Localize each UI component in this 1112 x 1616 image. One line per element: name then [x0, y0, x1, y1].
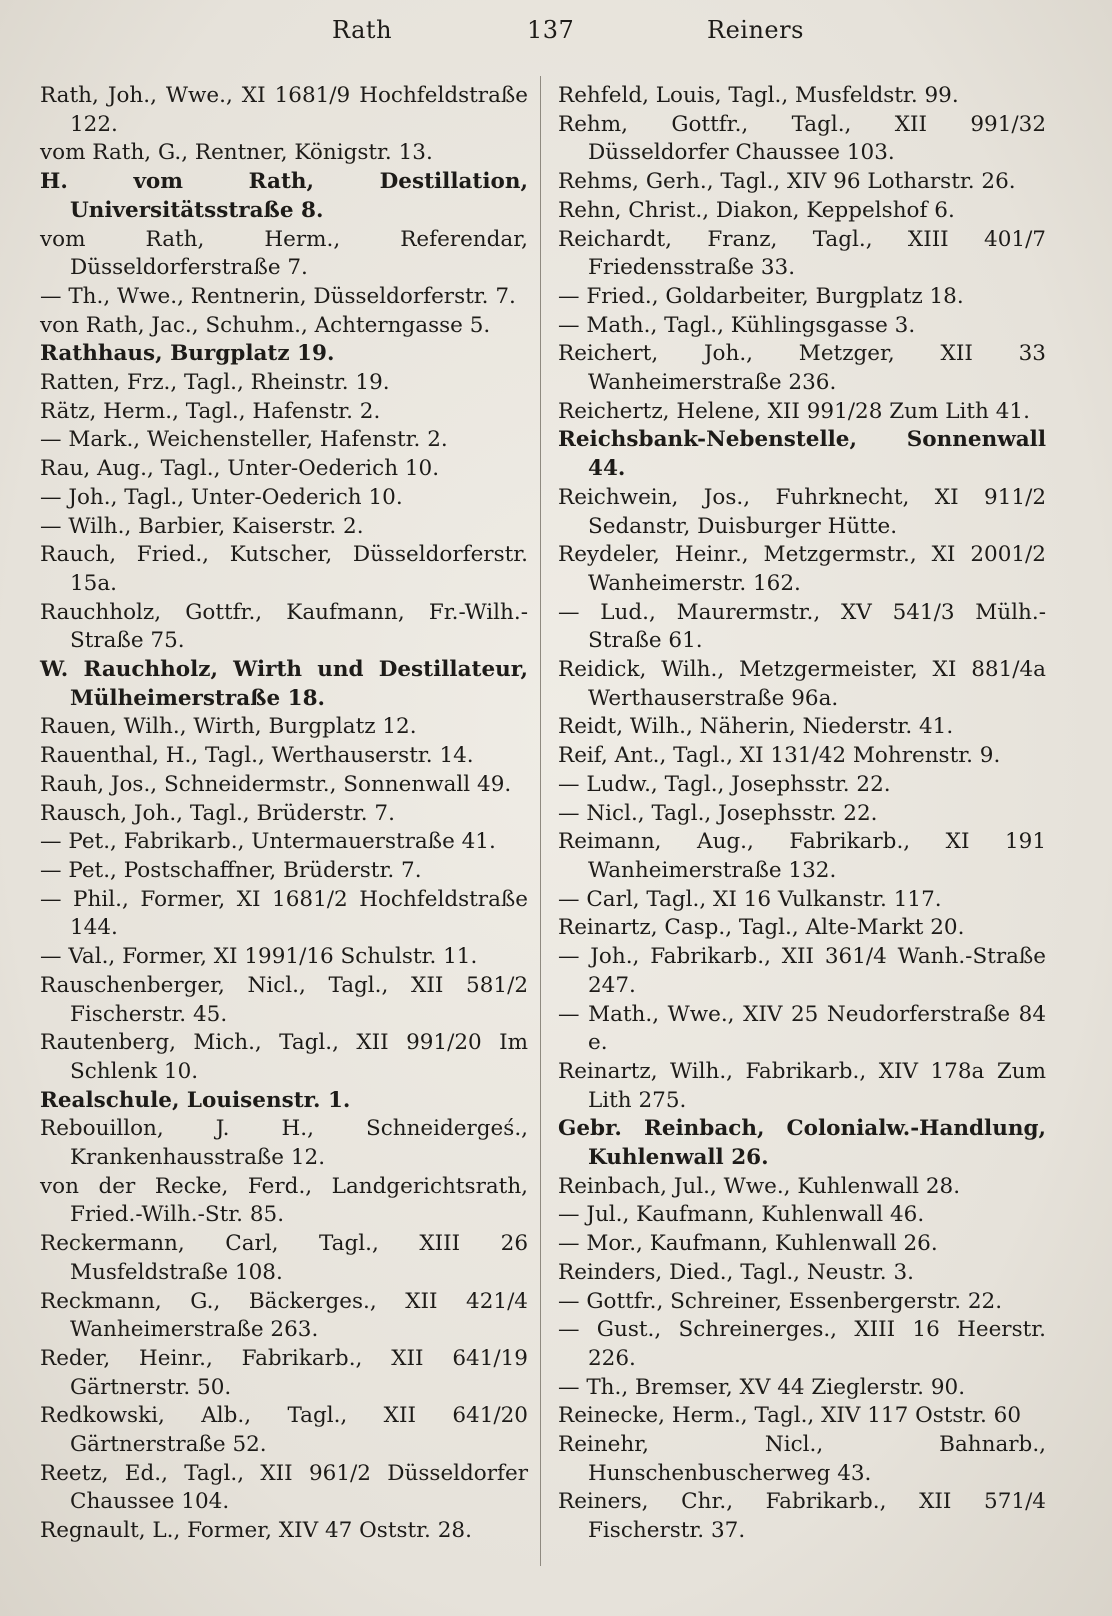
directory-entry: W. Rauchholz, Wirth und Destillateur, Mülheimerstraße 18.	[40, 657, 528, 711]
directory-entry: Reinehr, Nicl., Bahnarb., Hunschenbuscherweg 43.	[558, 1432, 1046, 1486]
directory-entry: Reinders, Died., Tagl., Neustr. 3.	[558, 1259, 914, 1285]
directory-entry: Reimann, Aug., Fabrikarb., XI 191 Wanheimerstraße 132.	[558, 829, 1046, 883]
directory-entry: Rehn, Christ., Diakon, Keppelshof 6.	[558, 197, 955, 223]
header-left-keyword: Rath	[332, 16, 393, 44]
directory-entry: Regnault, L., Former, XIV 47 Oststr. 28.	[40, 1518, 472, 1544]
directory-entry: Gebr. Reinbach, Colonialw.-Handlung, Kuhlenwall 26.	[558, 1116, 1046, 1171]
directory-entry: Reetz, Ed., Tagl., XII 961/2 Düsseldorfer Chaussee 104.	[40, 1460, 528, 1515]
directory-entry: Reinbach, Jul., Wwe., Kuhlenwall 28.	[558, 1173, 961, 1199]
directory-entry: Rehms, Gerh., Tagl., XIV 96 Lotharstr. 26.	[558, 169, 1016, 195]
directory-entry: Reckmann, G., Bäckerges., XII 421/4 Wanheimerstraße 263.	[40, 1288, 528, 1343]
directory-entry: — Gust., Schreinerges., XIII 16 Heerstr. 226.	[558, 1317, 1046, 1371]
directory-entry: Reidick, Wilh., Metzgermeister, XI 881/4a Werthauserstraße 96a.	[558, 657, 1046, 711]
directory-entry: H. vom Rath, Destillation, Universitätsstraße 8.	[40, 169, 528, 223]
directory-entry: Reder, Heinr., Fabrikarb., XII 641/19 Gärtnerstr. 50.	[40, 1345, 528, 1400]
directory-entry: Rätz, Herm., Tagl., Hafenstr. 2.	[40, 398, 381, 424]
directory-entry: Reichert, Joh., Metzger, XII 33 Wanheimerstraße 236.	[558, 341, 1046, 396]
directory-entry: Rehfeld, Louis, Tagl., Musfeldstr. 99.	[558, 83, 959, 108]
directory-entry: Reiners, Chr., Fabrikarb., XII 571/4 Fischerstr. 37.	[558, 1489, 1046, 1544]
directory-entry: — Phil., Former, XI 1681/2 Hochfeldstraße 144.	[40, 886, 528, 941]
directory-entry: — Ludw., Tagl., Josephsstr. 22.	[558, 771, 891, 797]
directory-entry: Reinartz, Casp., Tagl., Alte-Markt 20.	[558, 915, 965, 941]
directory-entry: vom Rath, Herm., Referendar, Düsseldorferstraße 7.	[40, 226, 528, 281]
directory-entry: — Pet., Fabrikarb., Untermauerstraße 41.	[40, 829, 496, 855]
directory-entry: Reichardt, Franz, Tagl., XIII 401/7 Friedensstraße 33.	[558, 226, 1046, 281]
directory-entry: — Wilh., Barbier, Kaiserstr. 2.	[40, 513, 364, 539]
directory-entry: — Math., Tagl., Kühlingsgasse 3.	[558, 312, 916, 338]
directory-entry: von Rath, Jac., Schuhm., Achterngasse 5.	[40, 312, 491, 338]
directory-entry: Realschule, Louisenstr. 1.	[40, 1087, 351, 1113]
directory-entry: Rauchholz, Gottfr., Kaufmann, Fr.-Wilh.-Straße 75.	[40, 599, 528, 654]
directory-entry: — Lud., Maurermstr., XV 541/3 Mülh.-Straße 61.	[558, 599, 1046, 654]
directory-entry: Rausch, Joh., Tagl., Brüderstr. 7.	[40, 800, 395, 826]
directory-entry: — Th., Bremser, XV 44 Zieglerstr. 90.	[558, 1374, 966, 1400]
directory-entry: — Joh., Tagl., Unter-Oederich 10.	[40, 484, 403, 510]
directory-entry: — Val., Former, XI 1991/16 Schulstr. 11.	[40, 944, 478, 970]
directory-entry: — Fried., Goldarbeiter, Burgplatz 18.	[558, 283, 964, 309]
page-header	[0, 16, 1112, 52]
directory-entry: Rauschenberger, Nicl., Tagl., XII 581/2 Fischerstr. 45.	[40, 972, 528, 1027]
left-column	[40, 82, 528, 1582]
directory-entry: — Th., Wwe., Rentnerin, Düsseldorferstr. 7.	[40, 283, 516, 309]
directory-entry: — Mor., Kaufmann, Kuhlenwall 26.	[558, 1231, 938, 1257]
directory-entry: Rebouillon, J. H., Schneidergeś., Krankenhausstraße 12.	[40, 1116, 528, 1171]
directory-entry: Rauch, Fried., Kutscher, Düsseldorferstr. 15a.	[40, 542, 528, 596]
directory-entry: — Pet., Postschaffner, Brüderstr. 7.	[40, 857, 422, 883]
column-divider	[540, 76, 541, 1566]
directory-entry: — Jul., Kaufmann, Kuhlenwall 46.	[558, 1202, 925, 1228]
directory-entry: Rauen, Wilh., Wirth, Burgplatz 12.	[40, 714, 417, 740]
directory-entry: Reidt, Wilh., Näherin, Niederstr. 41.	[558, 714, 954, 740]
page-number: 137	[527, 16, 575, 44]
directory-entry: Reinartz, Wilh., Fabrikarb., XIV 178a Zum Lith 275.	[558, 1058, 1046, 1113]
directory-entry: Reydeler, Heinr., Metzgermstr., XI 2001/2 Wanheimerstr. 162.	[558, 542, 1046, 596]
directory-entry: — Carl, Tagl., XI 16 Vulkanstr. 117.	[558, 886, 942, 912]
directory-entry: Reinecke, Herm., Tagl., XIV 117 Oststr. 60	[558, 1403, 1022, 1429]
header-right-keyword: Reiners	[707, 16, 804, 44]
directory-entry: Rauenthal, H., Tagl., Werthauserstr. 14.	[40, 743, 474, 769]
directory-entry: Ratten, Frz., Tagl., Rheinstr. 19.	[40, 370, 390, 396]
directory-entry: Rehm, Gottfr., Tagl., XII 991/32 Düsseldorfer Chaussee 103.	[558, 111, 1046, 166]
directory-entry: — Gottfr., Schreiner, Essenbergerstr. 22.	[558, 1288, 1003, 1314]
directory-entry: Reichwein, Jos., Fuhrknecht, XI 911/2 Sedanstr, Duisburger Hütte.	[558, 484, 1046, 539]
directory-entry: Rathhaus, Burgplatz 19.	[40, 341, 335, 367]
directory-entry: Reif, Ant., Tagl., XI 131/42 Mohrenstr. 9.	[558, 743, 1001, 769]
directory-entry: — Nicl., Tagl., Josephsstr. 22.	[558, 800, 878, 826]
directory-entry: Rath, Joh., Wwe., XI 1681/9 Hochfeldstraße 122.	[40, 83, 528, 137]
directory-entry: vom Rath, G., Rentner, Königstr. 13.	[40, 140, 433, 166]
directory-entry: Redkowski, Alb., Tagl., XII 641/20 Gärtnerstraße 52.	[40, 1403, 528, 1458]
directory-entry: von der Recke, Ferd., Landgerichtsrath, Fried.-Wilh.-Str. 85.	[40, 1173, 528, 1228]
directory-entry: Rautenberg, Mich., Tagl., XII 991/20 Im Schlenk 10.	[40, 1030, 528, 1084]
directory-entry: Rauh, Jos., Schneidermstr., Sonnenwall 49.	[40, 771, 512, 797]
directory-entry: — Mark., Weichensteller, Hafenstr. 2.	[40, 427, 448, 453]
directory-entry: Reichertz, Helene, XII 991/28 Zum Lith 41.	[558, 398, 1030, 424]
directory-entry: Reichsbank-Nebenstelle, Sonnenwall 44.	[558, 427, 1046, 482]
directory-entry: — Math., Wwe., XIV 25 Neudorferstraße 84 e.	[558, 1001, 1046, 1056]
directory-entry: Rau, Aug., Tagl., Unter-Oederich 10.	[40, 456, 440, 482]
right-column	[558, 82, 1046, 1582]
directory-entry: — Joh., Fabrikarb., XII 361/4 Wanh.-Straße 247.	[558, 944, 1046, 998]
directory-entry: Reckermann, Carl, Tagl., XIII 26 Musfeldstraße 108.	[40, 1231, 528, 1285]
